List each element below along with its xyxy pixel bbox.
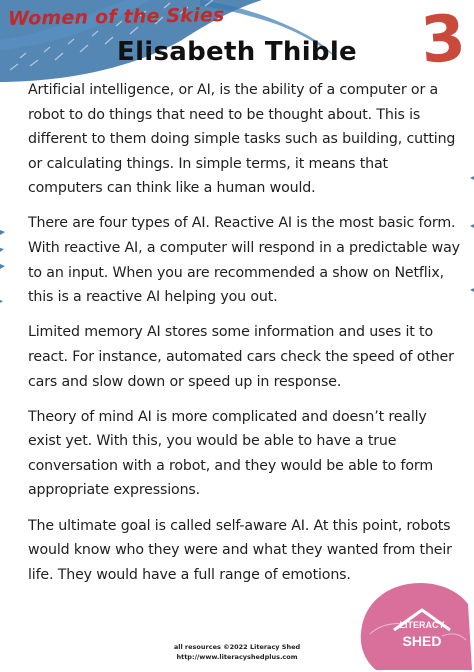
paragraph-limited-memory: Limited memory AI stores some information and uses it to react. For instance, automated cars check the speed of other cars and slow down or speed up in response. bbox=[28, 324, 454, 390]
logo-text-top: LITERACY bbox=[399, 620, 445, 630]
paragraph-theory-of-mind: Theory of mind AI is more complicated and doesn’t really exist yet. With this, you would be able to have a true conversation with a robot, and they would be able to form appropriate expressions. bbox=[28, 408, 434, 499]
page-footer bbox=[0, 642, 474, 662]
series-title: Women of the Skies bbox=[7, 4, 225, 30]
paragraph-intro: Artificial intelligence, or AI, is the ability of a computer or a robot to do things that need to be thought about. This is different to them doing simple tasks such as building, cutting or calculating things. In simple terms, it means that computers can think like a human would. bbox=[28, 82, 456, 197]
page-title: Elisabeth Thible bbox=[117, 37, 357, 67]
logo-text-bottom: SHED bbox=[402, 633, 442, 649]
page-number: 3 bbox=[418, 1, 469, 79]
paragraph-types: There are four types of AI. Reactive AI is the most basic form. With reactive AI, a computer will respond in a predictable way to an input. When you are recommended a show on Netflix, this is a reactive AI helping you out. bbox=[28, 215, 460, 306]
website-url[interactable]: http://www.literacyshedplus.com bbox=[176, 653, 298, 661]
paragraph-self-aware: The ultimate goal is called self-aware AI. At this point, robots would know who they were and what they wanted from their life. They would have a full range of emotions. bbox=[28, 517, 452, 583]
copyright-text: all resources ©2022 Literacy Shed bbox=[173, 643, 301, 651]
article-body bbox=[28, 78, 460, 598]
